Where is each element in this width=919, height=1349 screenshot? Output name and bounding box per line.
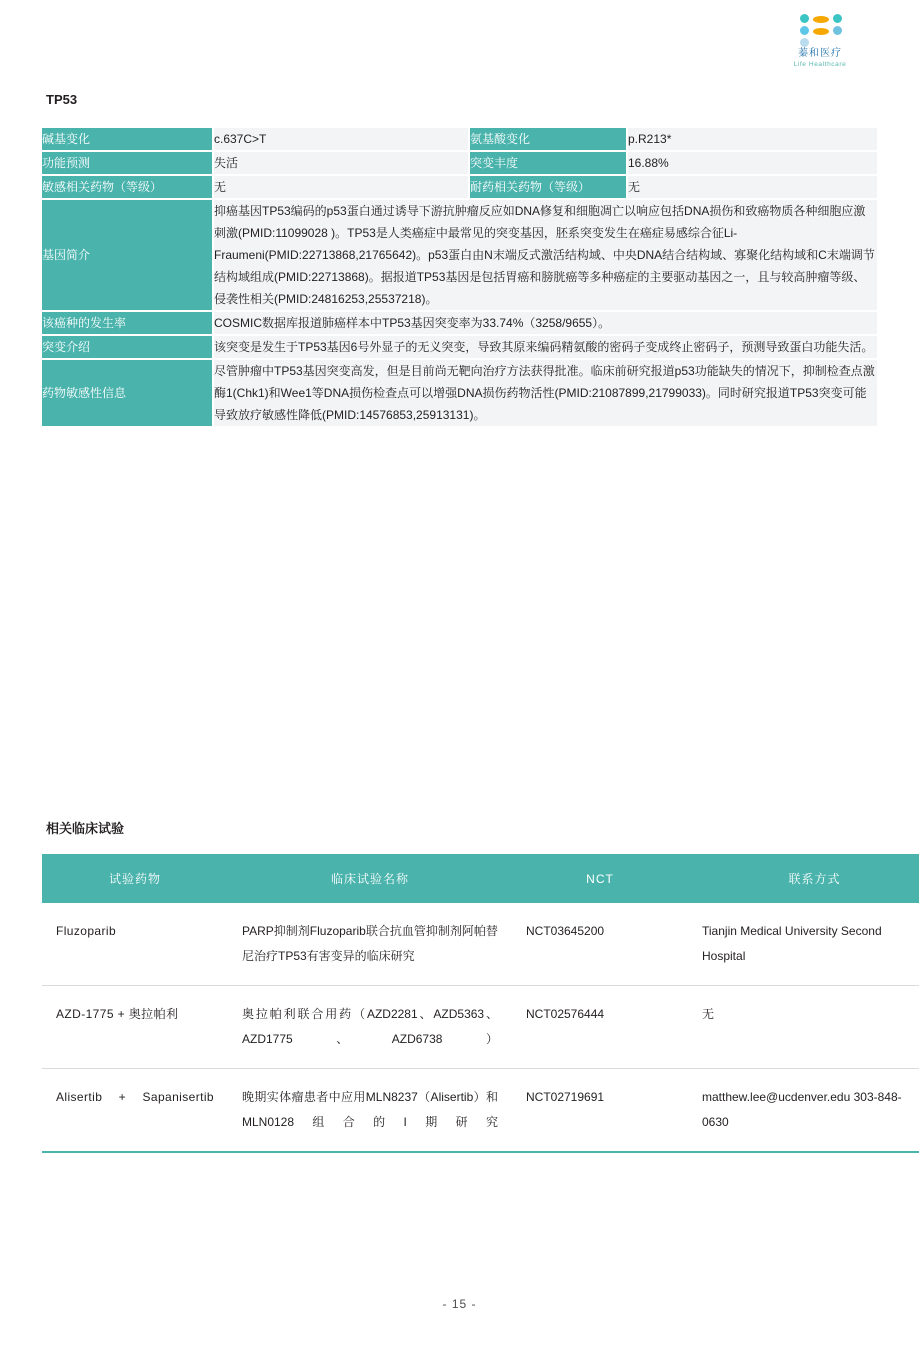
table-row (42, 359, 877, 427)
table-row (42, 335, 877, 359)
logo-mark-icon (792, 12, 848, 46)
company-logo (765, 12, 875, 69)
row-value-gene-intro: 抑癌基因TP53编码的p53蛋白通过诱导下游抗肿瘤反应如DNA修复和细胞凋亡以响应包括DNA损伤和致癌物质各种细胞应激刺激(PMID:11099028 )。TP53是人类癌症中最常见的突变基因，胚系突变发生在癌症易感综合征Li-Fraumeni(PMID:22713868,21765642)。p53蛋白由N末端反式激活结构域、中央DNA结合结构域、寡聚化结构域和C末端调节结构域组成(PMID:22713868)。据报道TP53基因是包括胃癌和膀胱癌等多种癌症的主要驱动基因之一，且与较高肿瘤等级、侵袭性相关(PMID:24816253,25537218)。 (213, 199, 877, 311)
row-label-drug-sensitivity: 药物敏感性信息 (42, 359, 213, 427)
table-row (42, 175, 877, 199)
page-number: - 15 - (442, 1297, 477, 1311)
row-value-resistant-drugs: 无 (627, 175, 877, 199)
row-value-aa-change: p.R213* (627, 128, 877, 151)
cell-contact: 无 (688, 986, 919, 1069)
table-row (42, 151, 877, 175)
row-value-mutation-intro: 该突变是发生于TP53基因6号外显子的无义突变，导致其原来编码精氨酸的密码子变成终止密码子，预测导致蛋白功能失活。 (213, 335, 877, 359)
table-header-row (42, 854, 919, 903)
table-row (42, 128, 877, 151)
cell-trial-name: 晚期实体瘤患者中应用MLN8237（Alisertib）和MLN0128组合的I期研究 (228, 1069, 512, 1153)
row-label-sensitive-drugs: 敏感相关药物（等级） (42, 175, 213, 199)
row-label-aa-change: 氨基酸变化 (469, 128, 627, 151)
column-header-contact: 联系方式 (688, 854, 919, 903)
row-label-cancer-incidence: 该癌种的发生率 (42, 311, 213, 335)
clinical-trials-table (42, 854, 919, 1153)
row-label-resistant-drugs: 耐药相关药物（等级） (469, 175, 627, 199)
row-label-gene-intro: 基因简介 (42, 199, 213, 311)
row-label-function-prediction: 功能预测 (42, 151, 213, 175)
cell-nct: NCT02576444 (512, 986, 688, 1069)
row-label-mutation-abundance: 突变丰度 (469, 151, 627, 175)
row-label-mutation-intro: 突变介绍 (42, 335, 213, 359)
table-row (42, 199, 877, 311)
table-row (42, 311, 877, 335)
row-value-sensitive-drugs: 无 (213, 175, 469, 199)
row-value-base-change: c.637C>T (213, 128, 469, 151)
table-row (42, 986, 919, 1069)
row-value-mutation-abundance: 16.88% (627, 151, 877, 175)
trials-section-title: 相关临床试验 (46, 821, 125, 836)
gene-detail-table (42, 128, 877, 428)
cell-trial-name: 奥拉帕利联合用药（AZD2281、AZD5363、AZD1775、AZD6738） (228, 986, 512, 1069)
column-header-drug: 试验药物 (42, 854, 228, 903)
cell-trial-name: PARP抑制剂Fluzoparib联合抗血管抑制剂阿帕替尼治疗TP53有害变异的临床研究 (228, 903, 512, 986)
gene-section-title: TP53 (46, 92, 78, 107)
table-row (42, 903, 919, 986)
logo-name-cn: 蓁和医疗 (798, 48, 842, 59)
cell-contact: matthew.lee@ucdenver.edu 303-848-0630 (688, 1069, 919, 1153)
row-value-function-prediction: 失活 (213, 151, 469, 175)
cell-contact: Tianjin Medical University Second Hospital (688, 903, 919, 986)
cell-drug: AZD-1775 + 奥拉帕利 (42, 986, 228, 1069)
table-row (42, 1069, 919, 1153)
cell-nct: NCT03645200 (512, 903, 688, 986)
row-value-drug-sensitivity: 尽管肿瘤中TP53基因突变高发，但是目前尚无靶向治疗方法获得批准。临床前研究报道p53功能缺失的情况下，抑制检查点激酶1(Chk1)和Wee1等DNA损伤检查点可以增强DNA损伤药物活性(PMID:21087899,21799033)。同时研究报道TP53突变可能导致放疗敏感性降低(PMID:14576853,25913131)。 (213, 359, 877, 427)
row-value-cancer-incidence: COSMIC数据库报道肺癌样本中TP53基因突变率为33.74%（3258/9655）。 (213, 311, 877, 335)
row-label-base-change: 碱基变化 (42, 128, 213, 151)
cell-drug: Alisertib + Sapanisertib (42, 1069, 228, 1153)
cell-nct: NCT02719691 (512, 1069, 688, 1153)
column-header-trial-name: 临床试验名称 (228, 854, 512, 903)
cell-drug: Fluzoparib (42, 903, 228, 986)
logo-name-en: Life Healthcare (793, 61, 847, 68)
column-header-nct: NCT (512, 854, 688, 903)
